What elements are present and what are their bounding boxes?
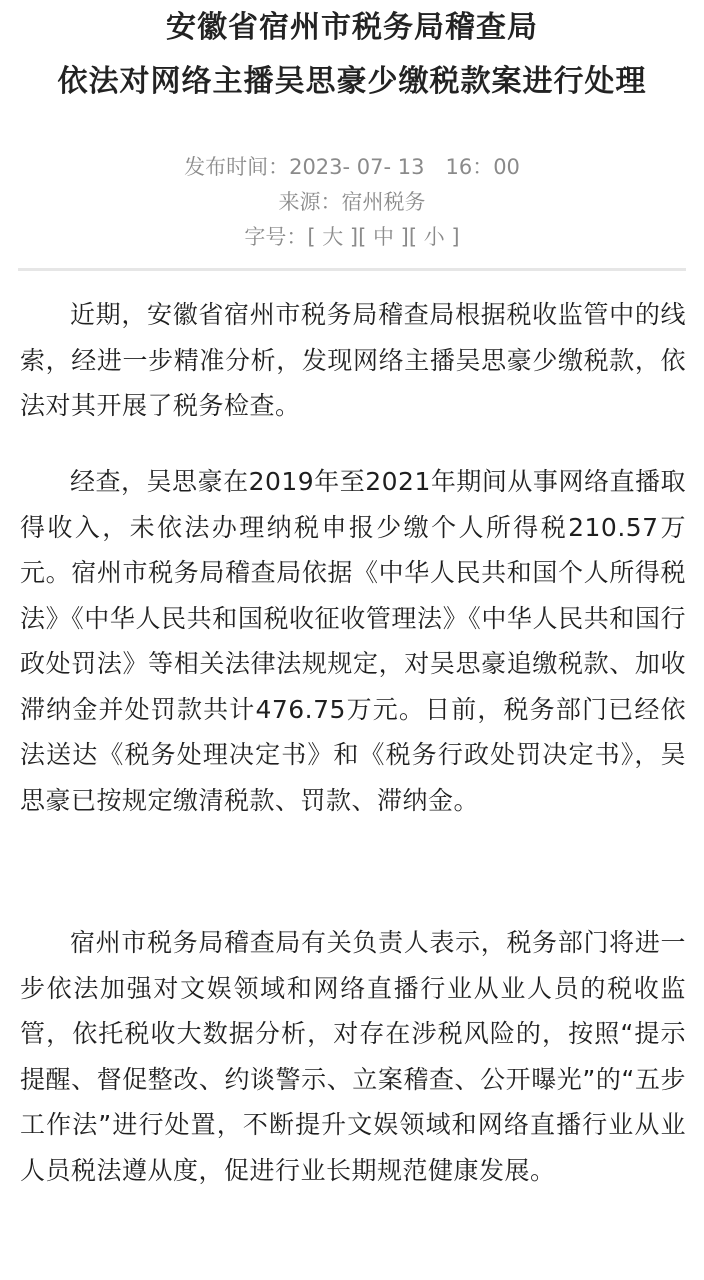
article-title-line2: 依法对网络主播吴思豪少缴税款案进行处理 [57,64,647,99]
article-source: 来源：宿州税务 [278,190,426,214]
article-paragraph-2: 经查，吴思豪在2019年至2021年期间从事网络直播取得收入，未依法办理纳税申报少缴个人所得税210.57万元。宿州市税务局稽查局依据《中华人民共和国个人所得税法》《中华人民共和国税收征收管理法》《中华人民共和国行政处罚法》等相关法律法规规定，对吴思豪追缴税款、加收滞纳金并处罚款共计476.75万元。日前，税务部门已经依法送达《税务处理决定书》和《税务行政处罚决定书》，吴思豪已按规定缴清税款、罚款、滞纳金。 [20,467,686,815]
font-size-large-button[interactable]: [ 大 ] [307,225,359,249]
font-size-small-button[interactable]: [ 小 ] [408,225,460,249]
article-title-line1: 安徽省宿州市税务局稽查局 [166,10,538,45]
font-size-controls [0,222,704,252]
article-paragraph-3: 宿州市税务局稽查局有关负责人表示，税务部门将进一步依法加强对文娱领域和网络直播行业从业人员的税收监管，依托税收大数据分析，对存在涉税风险的，按照“提示提醒、督促整改、约谈警示、立案稽查、公开曝光”的“五步工作法”进行处置，不断提升文娱领域和网络直播行业从业人员税法遵从度，促进行业长期规范健康发展。 [20,928,686,1185]
font-size-medium-button[interactable]: [ 中 ] [358,225,409,249]
publish-time: 发布时间：2023- 07- 13 16：00 [184,155,520,179]
font-size-label: 字号： [244,225,308,249]
article-paragraph-1: 近期，安徽省宿州市税务局稽查局根据税收监管中的线索，经进一步精准分析，发现网络主播吴思豪少缴税款，依法对其开展了税务检查。 [20,300,686,420]
header-divider [18,268,686,271]
